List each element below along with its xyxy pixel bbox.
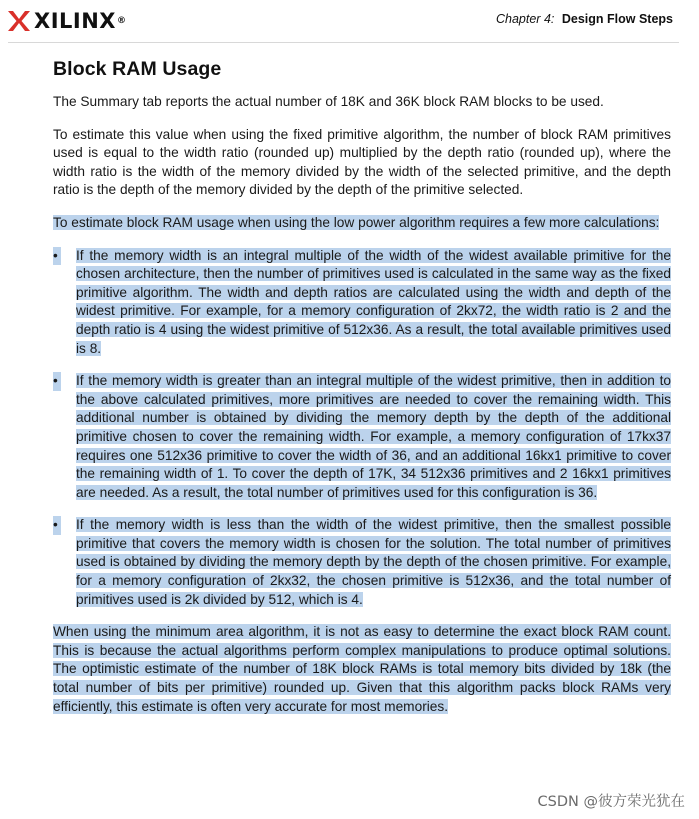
selected-text[interactable]: When using the minimum area algorithm, it is not as easy to determine the exact block RAM count. This is because the actual algorithms perform complex manipulations to produce optimal solutions. The optimistic estimate of the number of 18K block RAMs is total memory bits divided by 18k (the total number of bits per primitive) rounded up. Given that this algorithm packs block RAMs very efficiently, this estimate is often very accurate for most memories. bbox=[53, 624, 671, 714]
section-title: Block RAM Usage bbox=[53, 58, 222, 80]
page-header bbox=[8, 8, 679, 36]
minimum-area-paragraph[interactable] bbox=[53, 623, 671, 716]
logo-wordmark: XILINX® bbox=[34, 9, 127, 33]
selected-text[interactable]: If the memory width is less than the width of the widest primitive, then the smallest possible primitive that covers the memory width is chosen for the solution. The total number of primitives used is obtained by dividing the memory depth by the depth of the chosen primitive. For example, for a memory configuration of 2kx32, the chosen primitive is 512x36, and the total number of primitives used is 2k divided by 512, which is 4. bbox=[76, 517, 671, 607]
low-power-intro-paragraph[interactable] bbox=[53, 214, 671, 233]
watermark: CSDN @彼方荣光犹在 bbox=[537, 794, 685, 810]
selected-text[interactable]: If the memory width is an integral multiple of the width of the widest available primitive for the chosen architecture, then the number of primitives used is calculated in the same way as the fixed primitive algorithm. The width and depth ratios are calculated using the width and depth of the widest primitive. For example, for a memory configuration of 2kx72, the width ratio is 2 and the depth ratio is 4 using the widest primitive of 512x36. As a result, the total available primitives used is 8. bbox=[76, 247, 671, 356]
bullet-list bbox=[53, 247, 671, 610]
selected-text[interactable]: If the memory width is greater than an integral multiple of the widest primitive, then in addition to the above calculated primitives, more primitives are needed to cover the remaining width. This additional number is obtained by dividing the memory depth by the depth of the additional primitive chosen to cover the remaining width. For example, a memory configuration of 17kx37 requires one 512x36 primitive to cover the width of 36, and an additional 16kx1 primitive to cover the remaining width of 1. To cover the depth of 17K, 34 512x36 primitives and 2 16kx1 primitives are needed. As a result, the total number of primitives used for this configuration is 36. bbox=[76, 373, 671, 500]
summary-paragraph: The Summary tab reports the actual number of 18K and 36K block RAM blocks to be used. bbox=[53, 94, 604, 109]
list-item[interactable] bbox=[53, 372, 671, 502]
chapter-heading bbox=[496, 12, 673, 26]
document-body bbox=[53, 58, 671, 730]
chapter-label: Chapter 4: bbox=[496, 12, 555, 26]
header-rule bbox=[8, 42, 679, 43]
bullet-marker: • bbox=[53, 372, 61, 391]
chapter-title: Design Flow Steps bbox=[561, 12, 673, 26]
fixed-algorithm-paragraph: To estimate this value when using the fixed primitive algorithm, the number of block RAM primitives used is equal to the width ratio (rounded up) multiplied by the depth ratio (rounded up), where the width ratio is the width of the memory divided by the width of the selected primitive, and the depth ratio is the depth of the memory divided by the depth of the primitive selected. bbox=[53, 126, 671, 198]
list-item[interactable] bbox=[53, 247, 671, 359]
bullet-marker: • bbox=[53, 516, 61, 535]
bullet-marker: • bbox=[53, 247, 61, 266]
xilinx-x-icon bbox=[8, 11, 30, 31]
list-item[interactable] bbox=[53, 516, 671, 609]
xilinx-logo bbox=[8, 10, 126, 32]
selected-text[interactable]: To estimate block RAM usage when using the low power algorithm requires a few more calculations: bbox=[53, 214, 660, 230]
